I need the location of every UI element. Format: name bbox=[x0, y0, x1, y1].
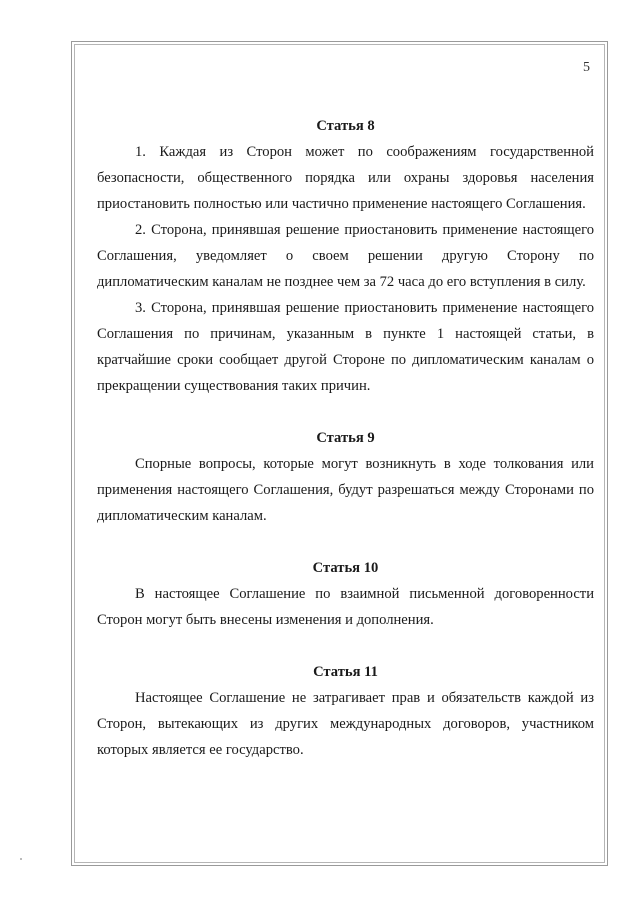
article-9 bbox=[97, 425, 594, 529]
document-body bbox=[97, 113, 594, 763]
section-spacer bbox=[97, 529, 594, 555]
article-11 bbox=[97, 659, 594, 763]
article-paragraph: В настоящее Соглашение по взаимной письменной договоренности Сторон могут быть внесены изменения и дополнения. bbox=[97, 586, 594, 628]
section-spacer bbox=[97, 399, 594, 425]
page-number: 5 bbox=[583, 60, 590, 75]
article-heading: Статья 8 bbox=[316, 118, 375, 134]
section-spacer bbox=[97, 633, 594, 659]
article-heading: Статья 11 bbox=[313, 664, 378, 680]
article-8 bbox=[97, 113, 594, 399]
article-paragraph: 2. Сторона, принявшая решение приостановить применение настоящего Соглашения, уведомляет о своем решении другую Сторону по дипломатическим каналам не позднее чем за 72 часа до его вступления в силу. bbox=[97, 222, 594, 290]
article-heading: Статья 9 bbox=[316, 430, 375, 446]
article-paragraph: 3. Сторона, принявшая решение приостановить применение настоящего Соглашения по причинам, указанным в пункте 1 настоящей статьи, в кратчайшие сроки сообщает другой Стороне по дипломатическим каналам о прекращении существования таких причин. bbox=[97, 300, 594, 394]
article-paragraph: 1. Каждая из Сторон может по соображениям государственной безопасности, общественного порядка или охраны здоровья населения приостановить полностью или частично применение настоящего Соглашения. bbox=[97, 144, 594, 212]
article-paragraph: Настоящее Соглашение не затрагивает прав и обязательств каждой из Сторон, вытекающих из других международных договоров, участником которых является ее государство. bbox=[97, 690, 594, 758]
scan-speck bbox=[20, 858, 22, 860]
article-paragraph: Спорные вопросы, которые могут возникнуть в ходе толкования или применения настоящего Соглашения, будут разрешаться между Сторонами по дипломатическим каналам. bbox=[97, 456, 594, 524]
article-heading: Статья 10 bbox=[312, 560, 379, 576]
article-10 bbox=[97, 555, 594, 633]
